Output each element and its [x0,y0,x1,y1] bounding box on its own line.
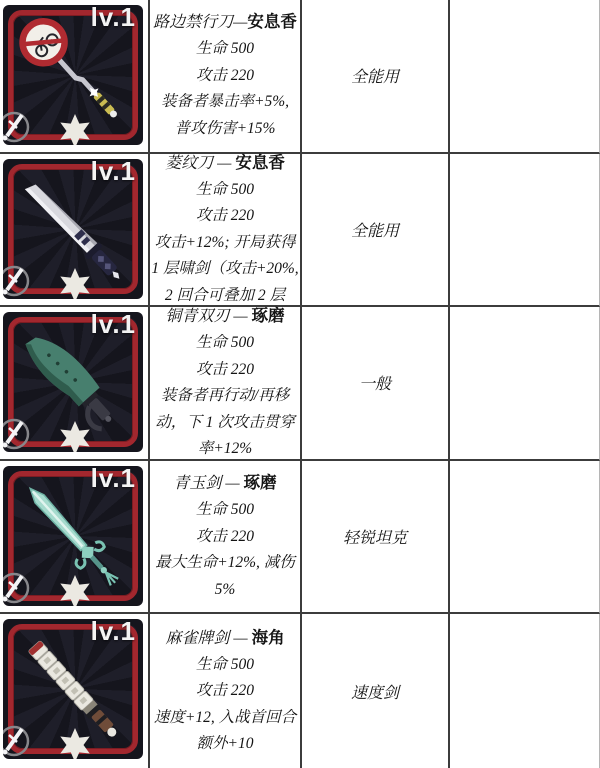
effect-line: 5% [214,580,236,598]
item-name-prefix: 菱纹刀 — [165,154,236,172]
level-badge: lv.1 [90,312,136,340]
item-notes-cell [450,307,600,461]
effect-line: 额外+10 [196,735,254,753]
stat-line: 攻击 220 [195,527,255,545]
item-description [150,307,302,461]
item-notes-cell [450,461,600,615]
effect-line: 1 层啸剑（攻击+20%, [151,260,299,278]
item-name-owner: 安息香 [247,13,297,32]
item-icon-cell [0,461,150,615]
effect-line: 速度+12, 入战首回合 [153,708,297,726]
stat-line: 生命 500 [195,655,255,673]
item-name [165,625,284,652]
item-name-prefix: 青玉剑 — [173,475,244,493]
effect-line: 普攻伤害+15% [174,119,276,137]
item-icon-cell [0,154,150,308]
item-name-prefix: 麻雀牌剑 — [165,629,252,647]
effect-line: 装备者再行动/再移 [160,387,290,405]
effect-line: 攻击+12%; 开局获得 [154,233,296,251]
level-badge: lv.1 [90,465,136,493]
item-category: 全能用 [302,0,450,154]
item-description [150,614,302,768]
item-category: 全能用 [302,154,450,308]
item-description [150,154,302,308]
item-notes-cell [450,154,600,308]
item-name-owner: 琢磨 [243,474,277,493]
item-notes-cell [450,614,600,768]
effect-line: 动，下 1 次攻击贯穿 [155,413,295,431]
level-badge: lv.1 [90,158,136,186]
katana-sword-icon [3,159,143,299]
item-name-owner: 安息香 [235,153,285,172]
item-name-prefix: 铜青双刃 — [165,308,252,326]
item-description [150,461,302,615]
mahjong-tile-sword-icon [3,619,143,759]
stat-line: 攻击 220 [195,66,255,84]
item-description [150,0,302,154]
item-category: 轻锐坦克 [302,461,450,615]
stat-line: 生命 500 [195,180,255,198]
item-icon-cell [0,614,150,768]
item-name [153,9,297,36]
item-category: 一般 [302,307,450,461]
stat-line: 攻击 220 [195,360,255,378]
stat-line: 生命 500 [195,334,255,352]
effect-line: 最大生命+12%, 减伤 [155,554,295,572]
item-icon-cell [0,307,150,461]
stat-line: 生命 500 [195,501,255,519]
item-name [173,470,276,497]
item-name-owner: 海角 [251,628,285,647]
bronze-twin-blade-icon [3,312,143,452]
effect-line: 2 回合可叠加 2 层 [164,286,286,304]
item-category: 速度剑 [302,614,450,768]
stat-line: 攻击 220 [195,207,255,225]
item-icon-cell [0,0,150,154]
road-sign-sword-icon [3,5,143,145]
item-name-owner: 琢磨 [251,307,285,326]
level-badge: lv.1 [90,619,136,647]
item-name [165,303,284,330]
item-name-prefix: 路边禁行刀— [153,14,248,32]
item-name [165,150,285,177]
level-badge: lv.1 [90,5,136,32]
effect-line: 率+12% [197,440,253,458]
jade-sword-icon [3,466,143,606]
item-notes-cell [450,0,600,154]
stat-line: 攻击 220 [195,682,255,700]
stat-line: 生命 500 [195,40,255,58]
effect-line: 装备者暴击率+5%, [161,93,289,111]
